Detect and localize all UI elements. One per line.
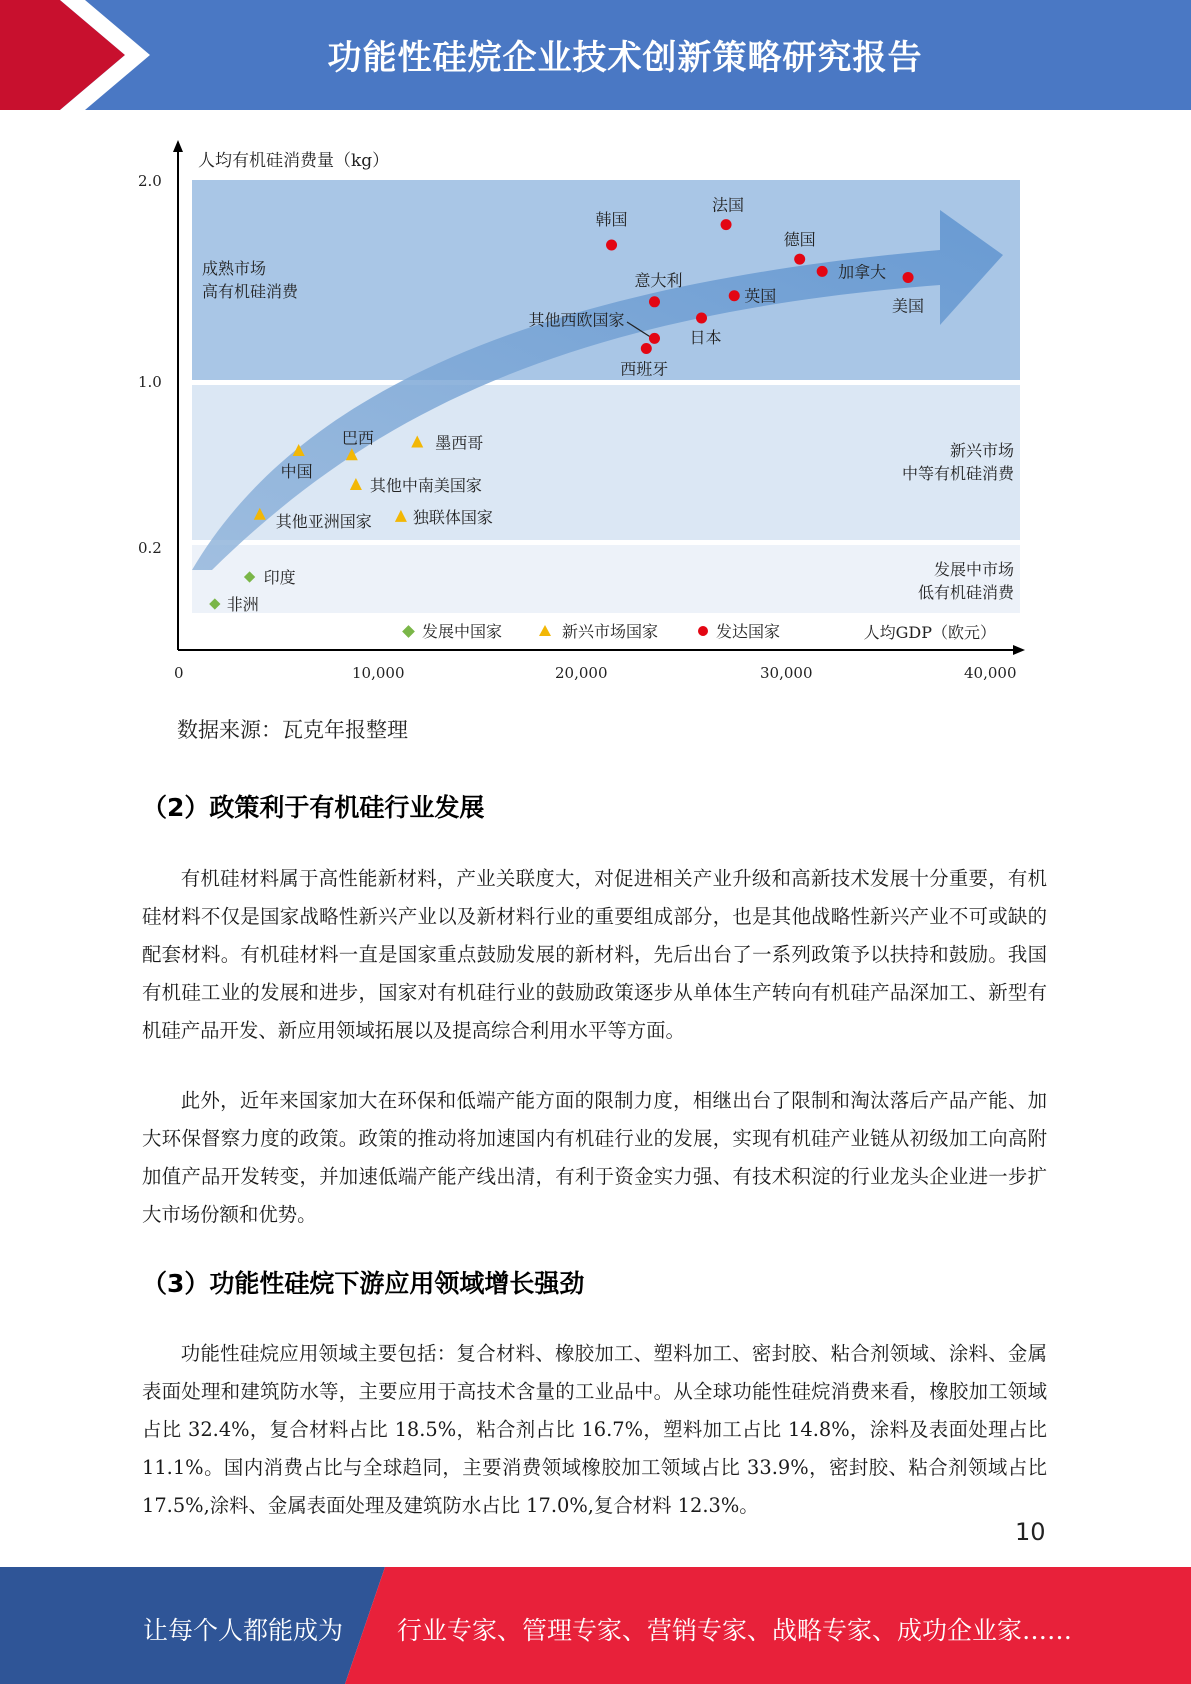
data-point xyxy=(641,343,652,354)
data-point xyxy=(649,296,660,307)
data-point-label: 英国 xyxy=(744,286,777,306)
x-axis-label: 人均GDP（欧元） xyxy=(863,623,996,642)
zone-label-developing-1: 发展中市场 xyxy=(933,560,1014,579)
y-tick-label: 1.0 xyxy=(138,373,162,391)
data-point xyxy=(649,333,660,344)
footer-slogan-left: 让每个人都能成为 xyxy=(143,1616,344,1645)
x-axis-arrowhead xyxy=(1013,645,1025,655)
zone-label-mature-2: 高有机硅消费 xyxy=(202,282,299,301)
silicone-consumption-chart xyxy=(130,140,1030,680)
x-tick-label: 40,000 xyxy=(964,664,1017,680)
zone-label-developing-2: 低有机硅消费 xyxy=(917,583,1014,602)
y-axis-label: 人均有机硅消费量（kg） xyxy=(198,151,390,171)
data-point xyxy=(721,219,732,230)
section-3-heading: （3）功能性硅烷下游应用领域增长强劲 xyxy=(142,1269,585,1298)
data-point-label: 非洲 xyxy=(226,595,259,614)
data-point-label: 其他中南美国家 xyxy=(369,476,482,495)
footer-slogan-right: 行业专家、管理专家、营销专家、战略专家、成功企业家…… xyxy=(397,1616,1073,1645)
data-point-label: 巴西 xyxy=(341,428,374,448)
x-tick-label: 30,000 xyxy=(760,664,813,680)
page-footer xyxy=(0,1567,1191,1684)
data-source-note: 数据来源：瓦克年报整理 xyxy=(177,718,408,742)
header-arrow-decoration xyxy=(0,0,260,110)
report-title: 功能性硅烷企业技术创新策略研究报告 xyxy=(327,38,923,78)
data-point-label: 德国 xyxy=(783,230,816,250)
data-point-label: 其他西欧国家 xyxy=(528,310,625,330)
y-axis-arrowhead xyxy=(173,140,183,152)
section-3-paragraph-1: 功能性硅烷应用领域主要包括：复合材料、橡胶加工、塑料加工、密封胶、粘合剂领域、涂料、金属表面处理和建筑防水等，主要应用于高技术含量的工业品中。从全球功能性硅烷消费来看，橡胶加工领域占比 32.4%，复合材料占比 18.5%，粘合剂占比 16.7%，塑料加工占比 14.8%，涂料及表面处理占比 11.1%。国内消费占比与全球趋同，主要消费领域橡胶加工领域占比 33.9%，密封胶、粘合剂领域占比 17.5%,涂料、金属表面处理及建筑防水占比 17.0%,复合材料 12.3%。 xyxy=(142,1342,1047,1517)
legend-label-developed: 发达国家 xyxy=(716,622,781,641)
data-point xyxy=(606,239,617,250)
zone-band-developing xyxy=(192,545,1020,613)
data-point-label: 韩国 xyxy=(595,209,628,229)
data-point-label: 加拿大 xyxy=(838,262,887,282)
data-point xyxy=(903,272,914,283)
data-point-label: 印度 xyxy=(263,568,296,587)
legend-marker-developed xyxy=(698,626,708,636)
legend-marker-developing xyxy=(402,625,415,638)
data-point-label: 美国 xyxy=(892,296,925,316)
data-point xyxy=(794,254,805,265)
section-2-paragraph-2: 此外，近年来国家加大在环保和低端产能方面的限制力度，相继出台了限制和淘汰落后产品产能、加大环保督察力度的政策。政策的推动将加速国内有机硅行业的发展，实现有机硅产业链从初级加工向高附加值产品开发转变，并加速低端产能产线出清，有利于资金实力强、有技术积淀的行业龙头企业进一步扩大市场份额和优势。 xyxy=(142,1089,1047,1226)
section-2-heading: （2）政策利于有机硅行业发展 xyxy=(142,793,485,822)
data-point-label: 中国 xyxy=(280,462,313,481)
data-point xyxy=(817,266,828,277)
data-point-label: 日本 xyxy=(689,328,722,348)
y-tick-label: 2.0 xyxy=(138,172,162,190)
data-point-label: 独联体国家 xyxy=(412,507,493,527)
data-point-label: 意大利 xyxy=(634,270,683,290)
page-header xyxy=(0,0,1191,110)
legend-marker-emerging xyxy=(539,625,551,636)
page-number: 10 xyxy=(1015,1518,1046,1546)
legend-label-emerging: 新兴市场国家 xyxy=(562,622,659,641)
legend-label-developing: 发展中国家 xyxy=(422,622,503,641)
zone-label-mature-1: 成熟市场 xyxy=(202,259,267,278)
y-tick-label: 0.2 xyxy=(138,539,162,557)
zone-label-emerging-2: 中等有机硅消费 xyxy=(901,464,1014,483)
zone-label-emerging-1: 新兴市场 xyxy=(949,441,1014,460)
x-tick-label: 0 xyxy=(174,664,184,680)
data-point-label: 其他亚洲国家 xyxy=(275,511,372,531)
section-2-paragraph-1: 有机硅材料属于高性能新材料，产业关联度大，对促进相关产业升级和高新技术发展十分重要，有机硅材料不仅是国家战略性新兴产业以及新材料行业的重要组成部分，也是其他战略性新兴产业不可或缺的配套材料。有机硅材料一直是国家重点鼓励发展的新材料，先后出台了一系列政策予以扶持和鼓励。我国有机硅工业的发展和进步，国家对有机硅行业的鼓励政策逐步从单体生产转向有机硅产品深加工、新型有机硅产品开发、新应用领域拓展以及提高综合利用水平等方面。 xyxy=(142,867,1047,1042)
data-point-label: 墨西哥 xyxy=(435,433,484,453)
data-point-label: 西班牙 xyxy=(620,359,669,379)
data-point xyxy=(696,313,707,324)
data-point-label: 法国 xyxy=(712,195,745,215)
x-tick-label: 10,000 xyxy=(352,664,405,680)
data-point xyxy=(729,290,740,301)
x-tick-label: 20,000 xyxy=(555,664,608,680)
